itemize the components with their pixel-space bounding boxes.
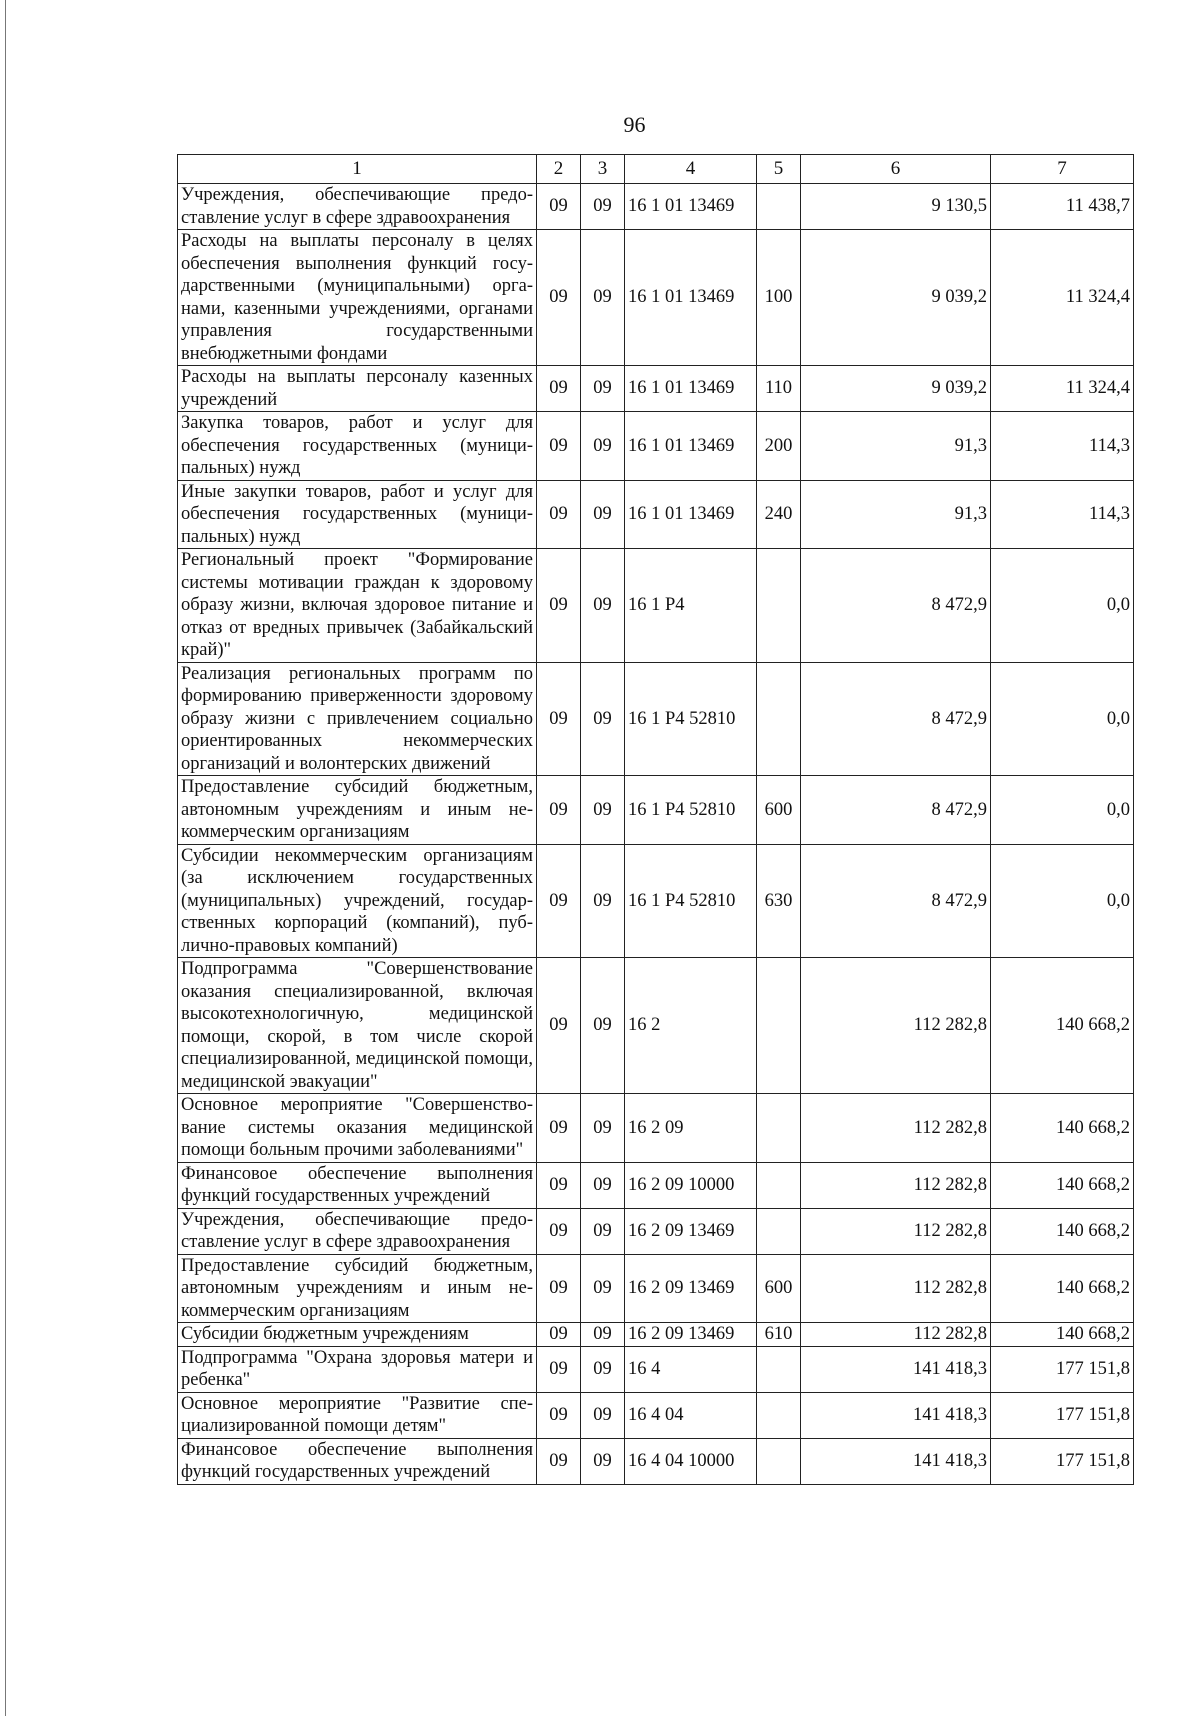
amount-year-2: 11 324,4	[991, 366, 1134, 412]
subsection-code: 09	[581, 1438, 625, 1484]
row-description: Субсидии бюджетным учреждениям	[178, 1323, 537, 1347]
expense-type-code: 240	[757, 480, 801, 549]
amount-year-2: 140 668,2	[991, 1094, 1134, 1163]
section-code: 09	[537, 662, 581, 776]
row-description: Реализация региональных программ по формированию приверженности здоровому образу жизни с привлечением социально ориентированных некоммерческих организаций и волонтерских движений	[178, 662, 537, 776]
subsection-code: 09	[581, 480, 625, 549]
expense-type-code	[757, 1094, 801, 1163]
section-code: 09	[537, 1094, 581, 1163]
row-description: Закупка товаров, работ и услуг для обеспечения государственных (муниципальных) нужд	[178, 412, 537, 481]
amount-year-2: 140 668,2	[991, 958, 1134, 1094]
section-code: 09	[537, 844, 581, 958]
target-article-code: 16 2 09 13469	[625, 1208, 757, 1254]
expense-type-code: 630	[757, 844, 801, 958]
section-code: 09	[537, 480, 581, 549]
section-code: 09	[537, 776, 581, 845]
page-number: 96	[623, 112, 646, 137]
amount-year-1: 141 418,3	[801, 1346, 991, 1392]
subsection-code: 09	[581, 958, 625, 1094]
target-article-code: 16 2 09 13469	[625, 1323, 757, 1347]
subsection-code: 09	[581, 1392, 625, 1438]
target-article-code: 16 1 P4 52810	[625, 844, 757, 958]
amount-year-2: 114,3	[991, 480, 1134, 549]
section-code: 09	[537, 1392, 581, 1438]
expense-type-code	[757, 1438, 801, 1484]
expense-type-code: 200	[757, 412, 801, 481]
amount-year-1: 91,3	[801, 480, 991, 549]
target-article-code: 16 1 P4	[625, 549, 757, 663]
table-row	[178, 958, 1134, 1094]
row-description: Региональный проект "Формирование системы мотивации граждан к здоровому образу жизни, включая здоровое питание и отказ от вредных привычек (Забайкальский край)"	[178, 549, 537, 663]
row-description: Предоставление субсидий бюджетным, автономным учреждениям и иным некоммерческим организациям	[178, 1254, 537, 1323]
amount-year-1: 112 282,8	[801, 1254, 991, 1323]
expense-type-code	[757, 958, 801, 1094]
row-description: Иные закупки товаров, работ и услуг для обеспечения государственных (муниципальных) нужд	[178, 480, 537, 549]
target-article-code: 16 1 01 13469	[625, 412, 757, 481]
table-row	[178, 366, 1134, 412]
subsection-code: 09	[581, 184, 625, 230]
amount-year-2: 177 151,8	[991, 1346, 1134, 1392]
section-code: 09	[537, 1208, 581, 1254]
expense-type-code	[757, 662, 801, 776]
subsection-code: 09	[581, 412, 625, 481]
table-row	[178, 1094, 1134, 1163]
section-code: 09	[537, 1346, 581, 1392]
amount-year-1: 9 130,5	[801, 184, 991, 230]
row-description: Основное мероприятие "Развитие специализированной помощи детям"	[178, 1392, 537, 1438]
amount-year-1: 141 418,3	[801, 1438, 991, 1484]
subsection-code: 09	[581, 230, 625, 366]
target-article-code: 16 2 09 13469	[625, 1254, 757, 1323]
row-description: Подпрограмма "Совершенствование оказания специализированной, включая высокотехнологичную, медицинской помощи, скорой, в том числе скорой специализированной, медицинской помощи, медицинской эвакуации"	[178, 958, 537, 1094]
scan-edge	[5, 0, 6, 1716]
section-code: 09	[537, 1323, 581, 1347]
table-row	[178, 662, 1134, 776]
row-description: Подпрограмма "Охрана здоровья матери и ребенка"	[178, 1346, 537, 1392]
amount-year-1: 112 282,8	[801, 958, 991, 1094]
table-row	[178, 1438, 1134, 1484]
expense-type-code: 600	[757, 1254, 801, 1323]
amount-year-1: 9 039,2	[801, 230, 991, 366]
section-code: 09	[537, 1254, 581, 1323]
expense-type-code	[757, 1208, 801, 1254]
amount-year-1: 112 282,8	[801, 1323, 991, 1347]
table-row	[178, 549, 1134, 663]
table-row	[178, 412, 1134, 481]
expense-type-code	[757, 1346, 801, 1392]
section-code: 09	[537, 549, 581, 663]
target-article-code: 16 2 09	[625, 1094, 757, 1163]
target-article-code: 16 2	[625, 958, 757, 1094]
row-description: Финансовое обеспечение выполнения функций государственных учреждений	[178, 1438, 537, 1484]
amount-year-2: 0,0	[991, 662, 1134, 776]
amount-year-2: 140 668,2	[991, 1162, 1134, 1208]
target-article-code: 16 4	[625, 1346, 757, 1392]
expense-type-code	[757, 549, 801, 663]
row-description: Предоставление субсидий бюджетным, автономным учреждениям и иным некоммерческим организациям	[178, 776, 537, 845]
row-description: Расходы на выплаты персоналу в целях обеспечения выполнения функций государственными (муниципальными) органами, казенными учреждениями, органами управления государственными внебюджетными фондами	[178, 230, 537, 366]
amount-year-1: 91,3	[801, 412, 991, 481]
amount-year-1: 112 282,8	[801, 1094, 991, 1163]
header-cell: 6	[801, 155, 991, 184]
row-description: Учреждения, обеспечивающие предоставление услуг в сфере здравоохранения	[178, 1208, 537, 1254]
subsection-code: 09	[581, 1254, 625, 1323]
amount-year-1: 8 472,9	[801, 844, 991, 958]
subsection-code: 09	[581, 1208, 625, 1254]
table-row	[178, 776, 1134, 845]
expense-type-code: 100	[757, 230, 801, 366]
subsection-code: 09	[581, 1162, 625, 1208]
target-article-code: 16 1 01 13469	[625, 184, 757, 230]
amount-year-2: 0,0	[991, 776, 1134, 845]
table-row	[178, 844, 1134, 958]
expense-type-code: 600	[757, 776, 801, 845]
row-description: Расходы на выплаты персоналу казенных учреждений	[178, 366, 537, 412]
table-row	[178, 1162, 1134, 1208]
header-cell: 7	[991, 155, 1134, 184]
table-row	[178, 1392, 1134, 1438]
row-description: Основное мероприятие "Совершенствование системы оказания медицинской помощи больным прочими заболеваниями"	[178, 1094, 537, 1163]
section-code: 09	[537, 958, 581, 1094]
expense-type-code: 110	[757, 366, 801, 412]
subsection-code: 09	[581, 1094, 625, 1163]
target-article-code: 16 2 09 10000	[625, 1162, 757, 1208]
expense-type-code: 610	[757, 1323, 801, 1347]
amount-year-2: 11 324,4	[991, 230, 1134, 366]
table-row	[178, 1323, 1134, 1347]
amount-year-1: 8 472,9	[801, 662, 991, 776]
expense-type-code	[757, 1392, 801, 1438]
amount-year-1: 112 282,8	[801, 1162, 991, 1208]
header-cell: 2	[537, 155, 581, 184]
amount-year-1: 8 472,9	[801, 549, 991, 663]
amount-year-2: 114,3	[991, 412, 1134, 481]
expense-type-code	[757, 184, 801, 230]
subsection-code: 09	[581, 844, 625, 958]
amount-year-2: 11 438,7	[991, 184, 1134, 230]
budget-table	[177, 154, 1134, 1485]
target-article-code: 16 1 01 13469	[625, 230, 757, 366]
subsection-code: 09	[581, 776, 625, 845]
amount-year-1: 8 472,9	[801, 776, 991, 845]
amount-year-1: 9 039,2	[801, 366, 991, 412]
section-code: 09	[537, 1162, 581, 1208]
header-cell: 5	[757, 155, 801, 184]
table-row	[178, 230, 1134, 366]
subsection-code: 09	[581, 662, 625, 776]
subsection-code: 09	[581, 1346, 625, 1392]
section-code: 09	[537, 366, 581, 412]
section-code: 09	[537, 230, 581, 366]
amount-year-2: 177 151,8	[991, 1392, 1134, 1438]
table-row	[178, 1208, 1134, 1254]
target-article-code: 16 1 P4 52810	[625, 776, 757, 845]
target-article-code: 16 1 01 13469	[625, 480, 757, 549]
amount-year-1: 112 282,8	[801, 1208, 991, 1254]
amount-year-2: 0,0	[991, 844, 1134, 958]
amount-year-2: 140 668,2	[991, 1323, 1134, 1347]
table-row	[178, 1346, 1134, 1392]
amount-year-2: 177 151,8	[991, 1438, 1134, 1484]
target-article-code: 16 1 01 13469	[625, 366, 757, 412]
row-description: Учреждения, обеспечивающие предоставление услуг в сфере здравоохранения	[178, 184, 537, 230]
table-row	[178, 184, 1134, 230]
table-row	[178, 480, 1134, 549]
section-code: 09	[537, 1438, 581, 1484]
subsection-code: 09	[581, 1323, 625, 1347]
section-code: 09	[537, 184, 581, 230]
expense-type-code	[757, 1162, 801, 1208]
target-article-code: 16 4 04	[625, 1392, 757, 1438]
header-cell: 1	[178, 155, 537, 184]
header-cell: 3	[581, 155, 625, 184]
target-article-code: 16 1 P4 52810	[625, 662, 757, 776]
amount-year-2: 0,0	[991, 549, 1134, 663]
row-description: Финансовое обеспечение выполнения функций государственных учреждений	[178, 1162, 537, 1208]
row-description: Субсидии некоммерческим организациям (за исключением государственных (муниципальных) учреждений, государственных корпораций (компаний), публично-правовых компаний)	[178, 844, 537, 958]
amount-year-1: 141 418,3	[801, 1392, 991, 1438]
amount-year-2: 140 668,2	[991, 1254, 1134, 1323]
table-row	[178, 1254, 1134, 1323]
header-row	[178, 155, 1134, 184]
section-code: 09	[537, 412, 581, 481]
header-cell: 4	[625, 155, 757, 184]
subsection-code: 09	[581, 549, 625, 663]
amount-year-2: 140 668,2	[991, 1208, 1134, 1254]
target-article-code: 16 4 04 10000	[625, 1438, 757, 1484]
subsection-code: 09	[581, 366, 625, 412]
